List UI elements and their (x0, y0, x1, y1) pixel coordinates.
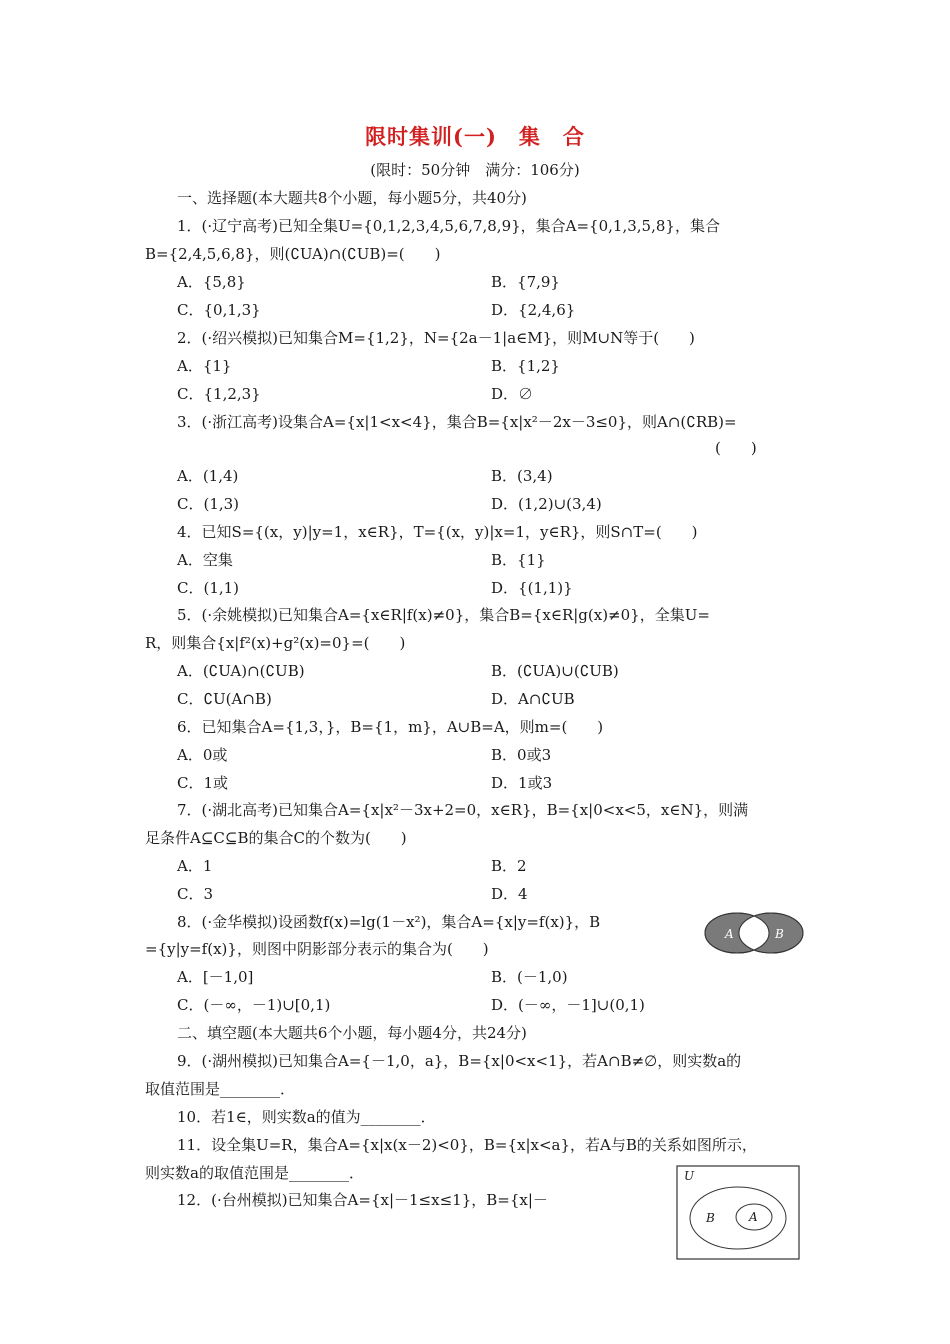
option-b: B．{7,9} (491, 273, 560, 291)
venn-label-b: B (775, 927, 784, 941)
question-8-text: 8．(·金华模拟)设函数f(x)=lg(1－x²)，集合A={x|y=f(x)}，B (177, 913, 601, 931)
question-4-text: 4．已知S={(x，y)|y=1，x∈R}，T={(x，y)|x=1，y∈R}，则S∩T=( ) (177, 523, 698, 541)
option-d: D．{(1,1)} (491, 579, 573, 597)
option-b: B．(∁UA)∪(∁UB) (491, 662, 619, 680)
page-title: 限时集训(一) 集 合 (365, 124, 585, 149)
venn-label-a: A (725, 927, 734, 941)
option-c: C．∁U(A∩B) (177, 690, 272, 708)
option-a: A．(1,4) (177, 467, 239, 485)
question-5-text-cont: R，则集合{x|f²(x)+g²(x)=0}=( ) (145, 634, 406, 652)
option-c: C．(－∞，－1)∪[0,1) (177, 996, 331, 1014)
option-d: D．(－∞，－1]∪(0,1) (491, 996, 645, 1014)
label-a: A (749, 1210, 758, 1224)
question-12-text: 12．(·台州模拟)已知集合A={x|－1≤x≤1}，B={x|－ (177, 1191, 548, 1209)
answer-paren: ( ) (715, 439, 757, 457)
question-8-text-cont: ={y|y=f(x)}，则图中阴影部分表示的集合为( ) (145, 940, 489, 958)
venn-diagram-a-b (703, 910, 805, 956)
option-a: A．(∁UA)∩(∁UB) (177, 662, 305, 680)
option-b: B．{1,2} (491, 357, 560, 375)
option-d: D．(1,2)∪(3,4) (491, 495, 602, 513)
option-d: D．4 (491, 885, 528, 903)
option-d: D．1或3 (491, 774, 553, 792)
question-7-text-cont: 足条件A⊆C⊆B的集合C的个数为( ) (145, 829, 407, 847)
question-2-text: 2．(·绍兴模拟)已知集合M={1,2}，N={2a－1|a∈M}，则M∪N等于( ) (177, 329, 695, 347)
option-a: A．{5,8} (177, 273, 246, 291)
option-b: B．(3,4) (491, 467, 553, 485)
question-1-text-cont: B={2,4,5,6,8}，则(∁UA)∩(∁UB)=( ) (145, 245, 441, 263)
option-c: C．3 (177, 885, 214, 903)
option-d: D．∅ (491, 385, 534, 403)
option-b: B．(－1,0) (491, 968, 568, 986)
set-relation-diagram (676, 1165, 800, 1260)
option-a: A．0或 (177, 746, 228, 764)
label-b: B (706, 1211, 715, 1225)
option-a: A．1 (177, 857, 213, 875)
option-a: A．[－1,0] (177, 968, 254, 986)
question-1-text: 1．(·辽宁高考)已知全集U={0,1,2,3,4,5,6,7,8,9}，集合A={0,1,3,5,8}，集合 (177, 217, 720, 235)
label-u: U (684, 1169, 695, 1183)
question-9-text-cont: 取值范围是________． (145, 1080, 296, 1098)
question-6-text: 6．已知集合A={1,3，}，B={1，m}，A∪B=A，则m=( ) (177, 718, 604, 736)
option-c: C．{1,2,3} (177, 385, 261, 403)
option-c: C．(1,3) (177, 495, 240, 513)
question-9-text: 9．(·湖州模拟)已知集合A={－1,0，a}，B={x|0<x<1}，若A∩B≠∅，则实数a的 (177, 1052, 742, 1070)
question-11-text-cont: 则实数a的取值范围是________． (145, 1164, 364, 1182)
option-a: A．{1} (177, 357, 232, 375)
option-a: A．空集 (177, 551, 233, 569)
question-11-text: 11．设全集U=R，集合A={x|x(x－2)<0}，B={x|x<a}，若A与B的关系如图所示， (177, 1136, 757, 1154)
option-c: C．{0,1,3} (177, 301, 261, 319)
section-heading-fill: 二、填空题(本大题共6个小题，每小题4分，共24分) (177, 1024, 527, 1042)
option-b: B．2 (491, 857, 527, 875)
option-d: D．{2,4,6} (491, 301, 576, 319)
section-heading-choice: 一、选择题(本大题共8个小题，每小题5分，共40分) (177, 189, 527, 207)
question-3-text: 3．(·浙江高考)设集合A={x|1<x<4}，集合B={x|x²－2x－3≤0}，则A∩(∁RB)= (177, 413, 737, 431)
question-7-text: 7．(·湖北高考)已知集合A={x|x²－3x+2=0，x∈R}，B={x|0<x<5，x∈N}，则满 (177, 801, 749, 819)
option-c: C．1或 (177, 774, 229, 792)
question-10-text: 10．若1∈，则实数a的值为________． (177, 1108, 436, 1126)
option-c: C．(1,1) (177, 579, 240, 597)
page-subtitle: (限时：50分钟 满分：106分) (370, 161, 580, 179)
option-d: D．A∩∁UB (491, 690, 575, 708)
universe-rectangle (677, 1166, 799, 1259)
question-5-text: 5．(·余姚模拟)已知集合A={x∈R|f(x)≠0}，集合B={x∈R|g(x)≠0}，全集U= (177, 606, 710, 624)
option-b: B．{1} (491, 551, 546, 569)
option-b: B．0或3 (491, 746, 552, 764)
